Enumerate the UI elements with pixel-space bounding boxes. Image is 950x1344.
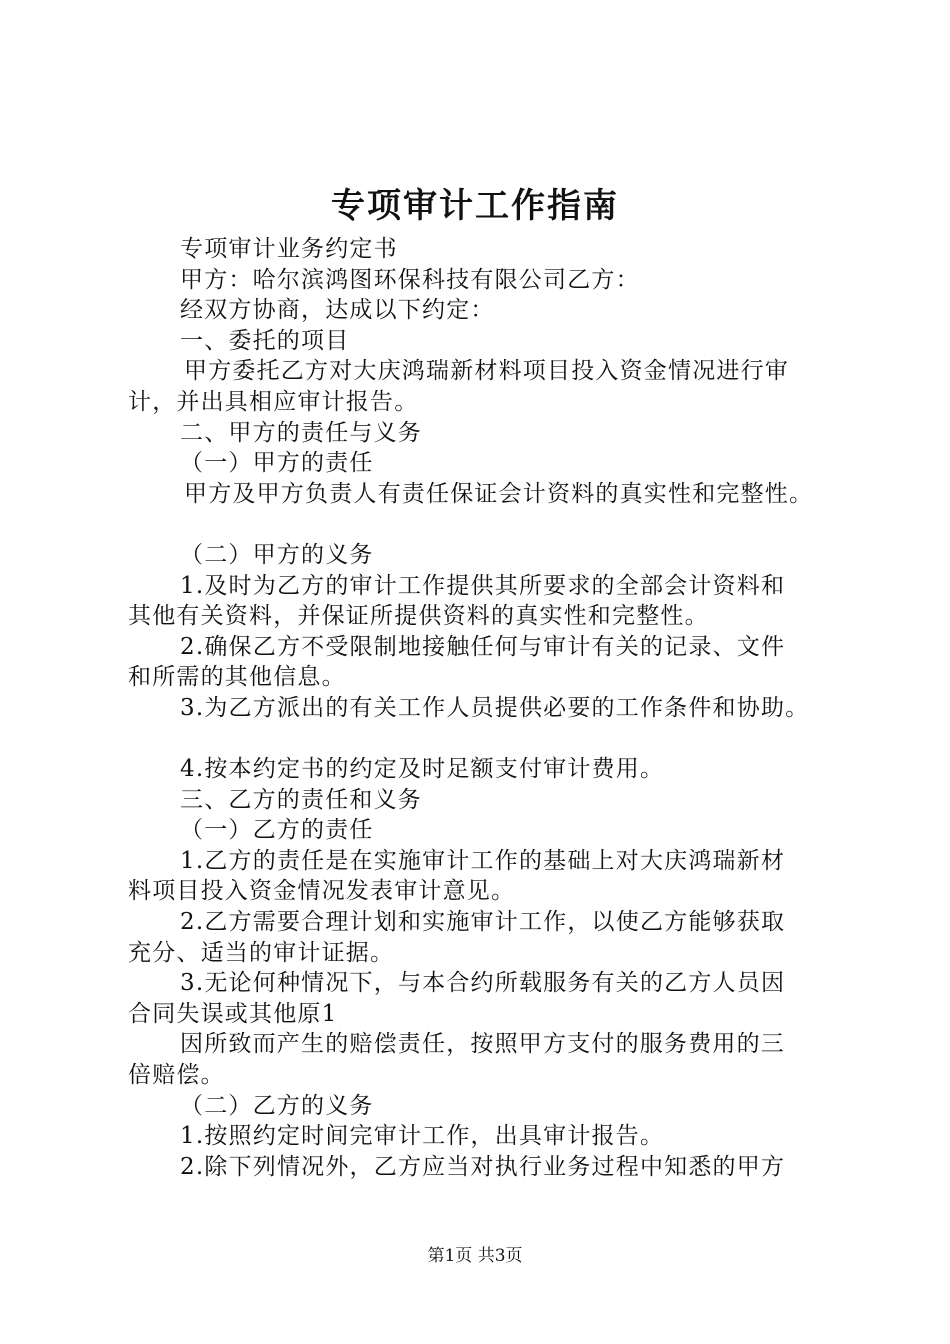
text-line: 二、甲方的责任与义务 (180, 419, 422, 446)
text-line: 1.按照约定时间完审计工作，出具审计报告。 (180, 1123, 665, 1150)
text-line: （一）乙方的责任 (180, 817, 374, 844)
text-line: 1.及时为乙方的审计工作提供其所要求的全部会计资料和 (180, 572, 786, 599)
text-line: 4.按本约定书的约定及时足额支付审计费用。 (180, 756, 665, 783)
text-line: 因所致而产生的赔偿责任，按照甲方支付的服务费用的三 (180, 1031, 785, 1058)
page-number-footer: 第1页 共3页 (427, 1246, 523, 1266)
text-line: 经双方协商，达成以下约定： (180, 297, 495, 324)
text-line: 和所需的其他信息。 (128, 664, 346, 691)
text-line: （二）乙方的义务 (180, 1092, 374, 1119)
text-line: 料项目投入资金情况发表审计意见。 (128, 878, 516, 905)
text-line: 甲方及甲方负责人有责任保证会计资料的真实性和完整性。 (184, 480, 814, 507)
document-title: 专项审计工作指南 (331, 186, 619, 226)
text-line: 3.无论何种情况下，与本合约所载服务有关的乙方人员因 (180, 970, 786, 997)
text-line: （二）甲方的义务 (180, 541, 374, 568)
text-line: 三、乙方的责任和义务 (180, 786, 422, 813)
text-line: 甲方：哈尔滨鸿图环保科技有限公司乙方： (180, 266, 640, 293)
paragraph-gap (128, 724, 840, 755)
text-line: 计，并出具相应审计报告。 (128, 388, 419, 415)
document-body (128, 234, 840, 1182)
text-line: 2.乙方需要合理计划和实施审计工作，以使乙方能够获取 (180, 909, 786, 936)
text-line: 1.乙方的责任是在实施审计工作的基础上对大庆鸿瑞新材 (180, 847, 786, 874)
text-line: 3.为乙方派出的有关工作人员提供必要的工作条件和协助。 (180, 694, 810, 721)
text-line: 合同失误或其他原1 (128, 1000, 338, 1027)
text-line: 充分、适当的审计证据。 (128, 939, 395, 966)
text-line: 一、委托的项目 (180, 327, 350, 354)
text-line: 其他有关资料，并保证所提供资料的真实性和完整性。 (128, 603, 709, 630)
text-line: 2.除下列情况外，乙方应当对执行业务过程中知悉的甲方 (180, 1153, 786, 1180)
text-line: 甲方委托乙方对大庆鸿瑞新材料项目投入资金情况进行审 (184, 358, 789, 385)
text-line: 倍赔偿。 (128, 1062, 225, 1089)
text-line: （一）甲方的责任 (180, 450, 374, 477)
text-line: 专项审计业务约定书 (180, 236, 398, 262)
paragraph-gap (128, 509, 840, 540)
text-line: 2.确保乙方不受限制地接触任何与审计有关的记录、文件 (180, 633, 786, 660)
